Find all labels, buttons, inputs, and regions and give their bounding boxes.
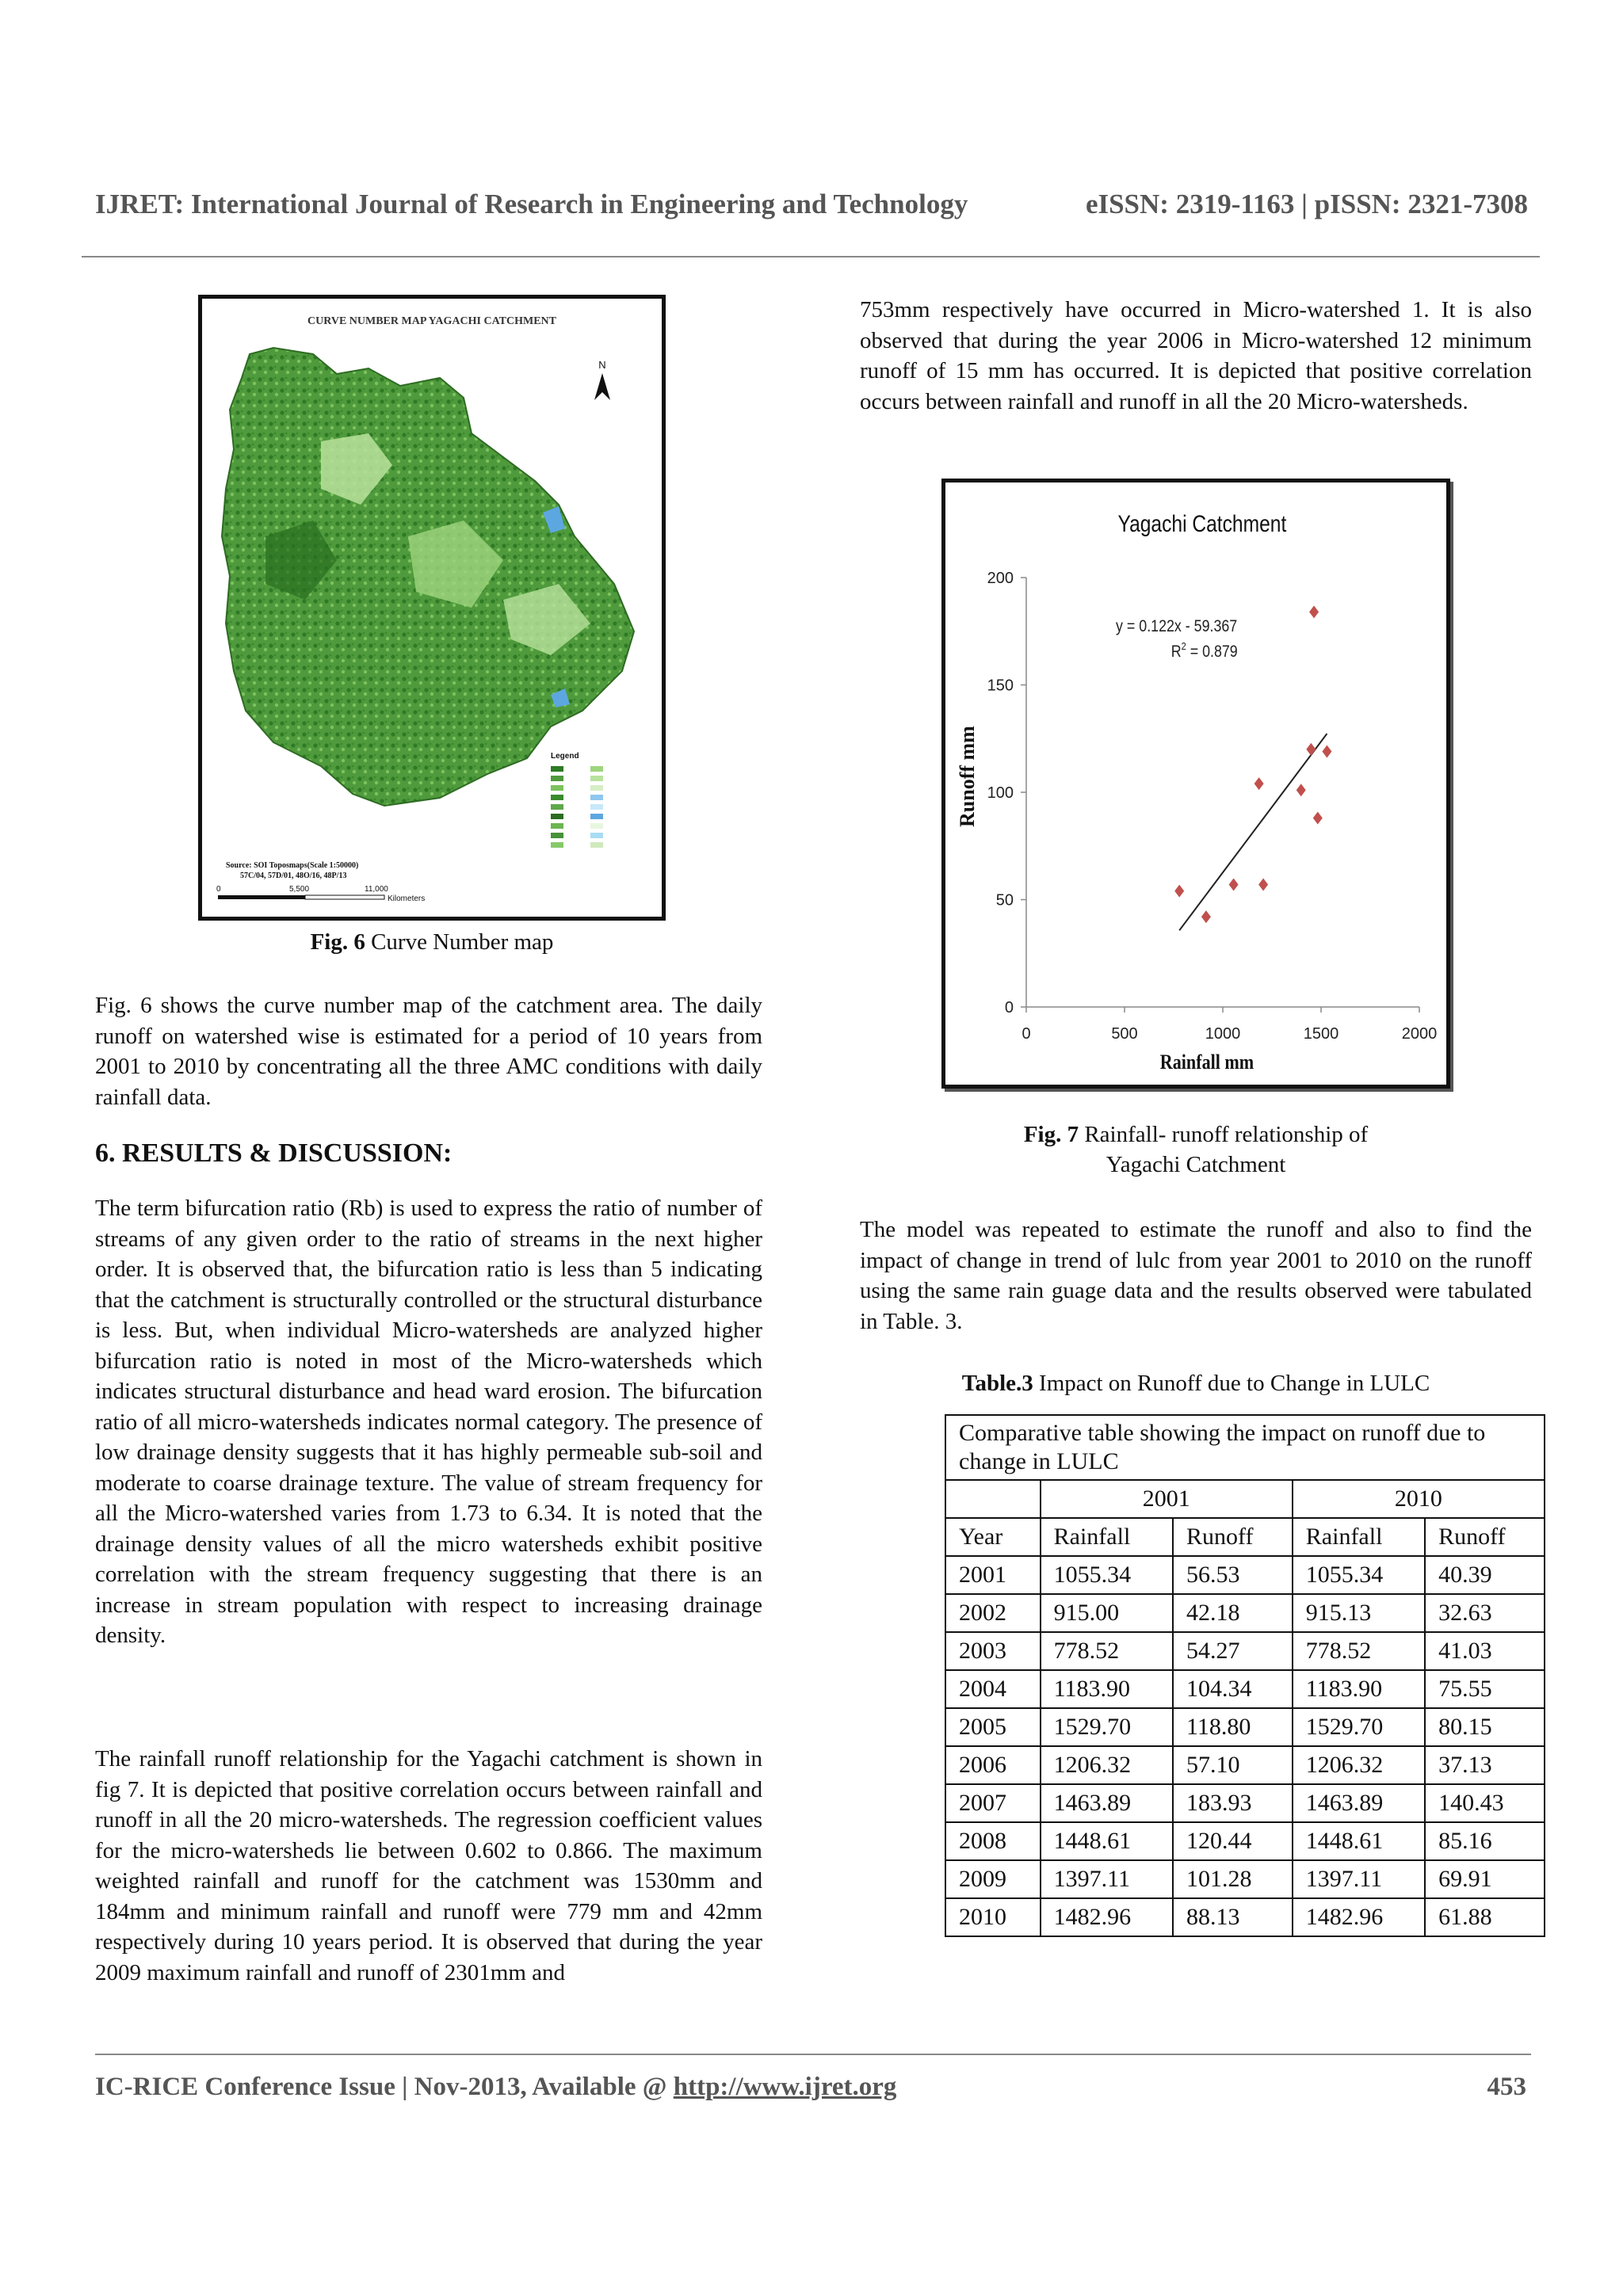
table-cell: 80.15 [1425,1708,1545,1746]
map-title: CURVE NUMBER MAP YAGACHI CATCHMENT [307,315,556,327]
curve-number-map [198,295,666,921]
scale-tick-2: 11,000 [365,885,388,894]
running-header [95,189,1528,220]
table-cell: 57.10 [1173,1746,1293,1784]
table-cell: 75.55 [1425,1670,1545,1708]
table3-caption [860,1368,1532,1398]
table-title: Comparative table showing the impact on runoff due to change in LULC [945,1415,1545,1480]
table-cell: 2003 [945,1632,1041,1670]
table-cell: 118.80 [1173,1708,1293,1746]
table-cell: 1397.11 [1293,1860,1425,1898]
x-tick-label: 1000 [1205,1025,1241,1043]
table-cell: 1055.34 [1293,1556,1425,1594]
table-cell: 104.34 [1173,1670,1293,1708]
footer-issue: IC-RICE Conference Issue | Nov-2013, Available @ [95,2073,674,2101]
map-source-line2: 57C/04, 57D/01, 48O/16, 48P/13 [240,871,347,880]
x-tick-label: 2000 [1401,1025,1438,1043]
group-header-2010: 2010 [1293,1480,1545,1518]
table-cell: 1397.11 [1041,1860,1173,1898]
fig7-text-line2: Yagachi Catchment [1106,1152,1286,1177]
fig7-text-line1: Rainfall- runoff relationship of [1079,1122,1369,1147]
table-cell: 1183.90 [1041,1670,1173,1708]
map-figure [202,299,662,917]
table-cell: 1529.70 [1041,1708,1173,1746]
table-row [945,1860,1545,1898]
map-source-line1: Source: SOI Toposmaps(Scale 1:50000) [226,861,359,870]
legend-title: Legend [551,752,579,761]
table-cell: 1206.32 [1041,1746,1173,1784]
left-paragraph-1: Fig. 6 shows the curve number map of the catchment area. The daily runoff on watershed wise is estimated for a period of 10 years from 2001 to 2010 by concentrating all the three AMC conditions with daily rainfall data. [95,993,762,1110]
fig6-text: Curve Number map [365,929,554,955]
table-row [945,1822,1545,1860]
x-tick-label: 1500 [1303,1025,1339,1043]
table-cell: 88.13 [1173,1898,1293,1936]
chart-title: Yagachi Catchment [1117,509,1287,537]
fig7-label: Fig. 7 [1023,1122,1079,1147]
table-row [945,1556,1545,1594]
north-label: N [598,359,606,371]
fig7-caption [860,1119,1532,1180]
table-cell: 69.91 [1425,1860,1545,1898]
fig6-label: Fig. 6 [310,929,365,955]
table-cell: 2004 [945,1670,1041,1708]
table-cell: 1463.89 [1293,1784,1425,1822]
table-row [945,1632,1545,1670]
fig6-caption [198,927,666,957]
scale-bar [218,895,305,899]
table-group-row [945,1480,1545,1518]
header-rule [82,256,1540,257]
table-cell: 140.43 [1425,1784,1545,1822]
table-cell: 2007 [945,1784,1041,1822]
data-point [1296,784,1306,796]
data-point [1306,743,1316,756]
table-cell: 778.52 [1293,1632,1425,1670]
chart-svg [945,482,1446,1085]
table-header-row [945,1518,1545,1556]
y-tick-label: 0 [1004,999,1014,1016]
regression-equation: y = 0.122x - 59.367 [1116,616,1238,636]
scale-tick-0: 0 [216,885,221,894]
y-axis-label: Runoff mm [956,726,979,827]
scale-tick-1: 5,500 [289,885,310,894]
data-point [1174,885,1184,898]
table-row [945,1746,1545,1784]
scale-unit: Kilometers [388,894,426,903]
table-cell: 85.16 [1425,1822,1545,1860]
table-cell: 101.28 [1173,1860,1293,1898]
table-cell: 40.39 [1425,1556,1545,1594]
data-point [1322,746,1331,758]
table-row [945,1708,1545,1746]
table-cell: 2009 [945,1860,1041,1898]
lulc-runoff-table [945,1414,1545,1937]
table-cell: 120.44 [1173,1822,1293,1860]
table3-text: Impact on Runoff due to Change in LULC [1033,1371,1430,1396]
table-cell: 54.27 [1173,1632,1293,1670]
section-heading: 6. RESULTS & DISCUSSION: [95,1138,453,1168]
table-cell: 915.13 [1293,1594,1425,1632]
column-header: Runoff [1425,1518,1545,1556]
y-tick-label: 50 [995,891,1014,910]
table-cell: 41.03 [1425,1632,1545,1670]
table-cell: 183.93 [1173,1784,1293,1822]
right-paragraph-2: The model was repeated to estimate the runoff and also to find the impact of change in trend of lulc from year 2001 to 2010 on the runoff using the same rain guage data and the results observed were tabulated in Table. 3. [860,1217,1532,1334]
y-tick-label: 100 [987,784,1014,802]
footer-left [95,2073,896,2102]
table-cell: 32.63 [1425,1594,1545,1632]
running-footer [95,2073,1526,2102]
data-point [1201,910,1211,923]
table-cell: 778.52 [1041,1632,1173,1670]
data-point [1229,879,1239,891]
rainfall-runoff-chart [941,479,1450,1089]
table-cell: 1482.96 [1041,1898,1173,1936]
table3-label: Table.3 [961,1371,1033,1396]
table-row [945,1670,1545,1708]
y-tick-label: 200 [987,570,1014,587]
table-row [945,1784,1545,1822]
table-cell: 2006 [945,1746,1041,1784]
table-cell: 61.88 [1425,1898,1545,1936]
trendline [1179,734,1327,930]
issn: eISSN: 2319-1163 | pISSN: 2321-7308 [1085,189,1528,219]
x-axis-label: Rainfall mm [1159,1051,1254,1074]
table-cell: 1183.90 [1293,1670,1425,1708]
footer-rule [95,2054,1531,2055]
table-cell: 1463.89 [1041,1784,1173,1822]
table-cell: 56.53 [1173,1556,1293,1594]
table-cell: 1448.61 [1293,1822,1425,1860]
data-point [1313,812,1323,825]
page-number: 453 [1487,2073,1526,2101]
journal-title: IJRET: International Journal of Research in Engineering and Technology [95,189,968,219]
table-cell: 1055.34 [1041,1556,1173,1594]
left-paragraph-2: The term bifurcation ratio (Rb) is used to express the ratio of number of streams of any given order to the ratio of streams in the next higher order. It is observed that, the bifurcation ratio is less than 5 indicating that the catchment is structurally controlled or the structural disturbance is less. But, when individual Micro-watersheds are analyzed higher bifurcation ratio is noted in most of the Micro-watersheds which indicates structural disturbance and head ward erosion. The bifurcation ratio of all micro-watersheds indicates normal category. The presence of low drainage density suggests that it has highly permeable sub-soil and moderate to coarse drainage texture. The value of stream frequency for all the Micro-watershed varies from 1.73 to 6.34. It is noted that the drainage density values of all the micro watersheds exhibit positive correlation with the stream frequency suggesting that there is an increase in stream population with respect to increasing drainage density. [95,1196,762,1648]
table-row [945,1898,1545,1936]
data-point [1254,777,1264,790]
column-header: Rainfall [1041,1518,1173,1556]
table-cell: 1482.96 [1293,1898,1425,1936]
table-cell: 2010 [945,1898,1041,1936]
group-header-2001: 2001 [1041,1480,1293,1518]
table-cell: 915.00 [1041,1594,1173,1632]
table-cell: 2001 [945,1556,1041,1594]
table-cell: 2002 [945,1594,1041,1632]
right-paragraph-1: 753mm respectively have occurred in Micro-watershed 1. It is also observed that during the year 2006 in Micro-watershed 12 minimum runoff of 15 mm has occurred. It is depicted that positive correlation occurs between rainfall and runoff in all the 20 Micro-watersheds. [860,297,1532,414]
table-row [945,1594,1545,1632]
column-header: Year [945,1518,1041,1556]
x-tick-label: 500 [1111,1025,1138,1043]
journal-link[interactable]: http://www.ijret.org [673,2073,897,2101]
table-cell: 1448.61 [1041,1822,1173,1860]
legend-swatches [551,766,603,848]
column-header: Rainfall [1293,1518,1425,1556]
table-cell: 1206.32 [1293,1746,1425,1784]
data-point [1258,879,1268,891]
y-tick-label: 150 [987,677,1014,695]
data-point [1309,605,1319,618]
north-arrow-icon [594,373,610,400]
x-tick-label: 0 [1022,1025,1031,1043]
table-title-row [945,1415,1545,1480]
table-cell: 37.13 [1425,1746,1545,1784]
table-cell: 2008 [945,1822,1041,1860]
left-paragraph-3: The rainfall runoff relationship for the Yagachi catchment is shown in fig 7. It is depicted that positive correlation occurs between rainfall and runoff in all the 20 micro-watersheds. The regression coefficient values for the micro-watersheds lie between 0.602 to 0.866. The maximum weighted rainfall and runoff for the catchment was 1530mm and 184mm and minimum rainfall and runoff were 779 mm and 42mm respectively during 10 years period. It is observed that during the year 2009 maximum rainfall and runoff of 2301mm and [95,1746,762,1985]
table-cell: 2005 [945,1708,1041,1746]
table-cell: 42.18 [1173,1594,1293,1632]
column-header: Runoff [1173,1518,1293,1556]
r-squared: $R^2 = 0.879$ [1170,640,1238,662]
table-cell: 1529.70 [1293,1708,1425,1746]
